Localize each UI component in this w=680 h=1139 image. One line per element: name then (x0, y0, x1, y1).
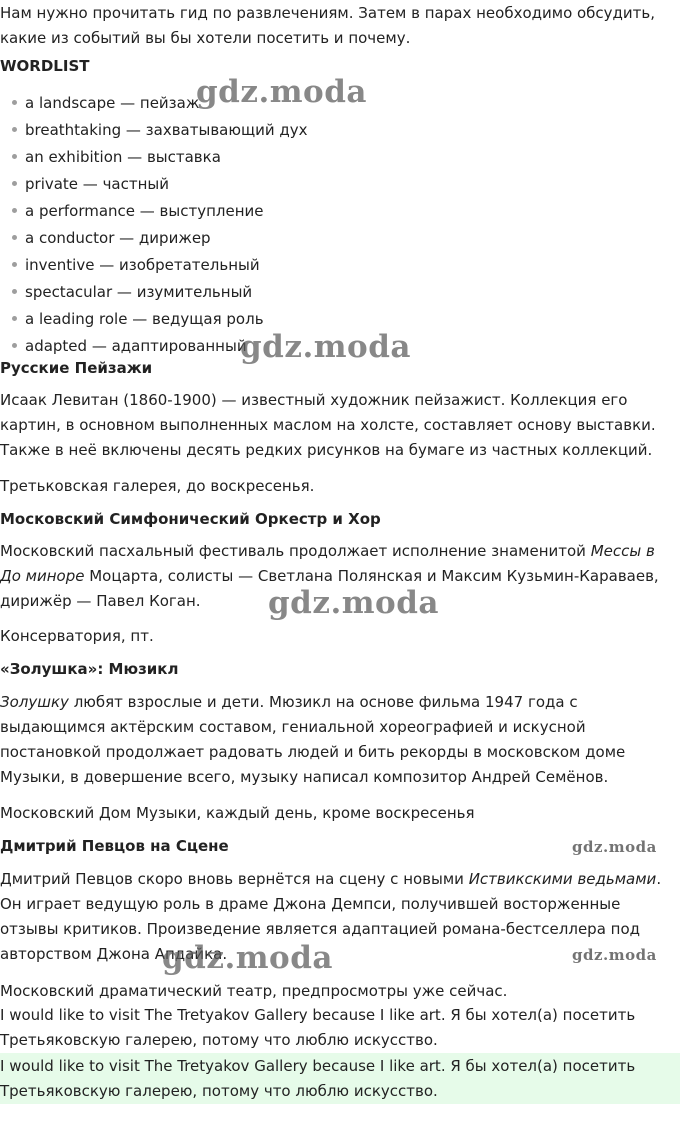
bullet-icon (12, 316, 17, 321)
watermark-logo: gdz.moda (162, 940, 333, 976)
list-item: inventive — изобретательный (12, 255, 260, 275)
answer-highlight-text: I would like to visit The Tretyakov Gallery because I like art. Я бы хотел(а) посетить Третьяковскую галерею, потому что люблю искусство. (0, 1057, 636, 1100)
list-item: a landscape — пейзаж (12, 93, 199, 113)
event-body-pevtsov: Дмитрий Певцов скоро вновь вернётся на сцену с новыми Иствикскими ведьмами. Он играет ведущую роль в драме Джона Демпси, получившей восторженные отзывы критиков. Произведение является адаптацией романа-бестселлера под авторством Джона Апдайка. (0, 870, 662, 963)
list-item: an exhibition — выставка (12, 147, 221, 167)
bullet-icon (12, 343, 17, 348)
watermark-logo: gdz.moda (196, 74, 367, 110)
bullet-icon (12, 127, 17, 132)
bullet-icon (12, 289, 17, 294)
list-item: a leading role — ведущая роль (12, 309, 264, 329)
list-item: private — частный (12, 174, 169, 194)
bullet-icon (12, 181, 17, 186)
event-body-cinderella: Золушку любят взрослые и дети. Мюзикл на основе фильма 1947 года с выдающимся актёрским составом, гениальной хореографией и искусной постановкой продолжает радовать людей и бить рекорды в московском доме Музыки, в довершение всего, музыку написал композитор Андрей Семёнов. (0, 693, 626, 786)
bullet-icon (12, 208, 17, 213)
event-place-landscapes: Третьковская галерея, до воскресенья. (0, 477, 315, 495)
list-item: a performance — выступление (12, 201, 264, 221)
event-title-pevtsov: Дмитрий Певцов на Сцене (0, 837, 229, 855)
list-item: breathtaking — захватывающий дух (12, 120, 308, 140)
watermark-logo: gdz.moda (240, 329, 411, 365)
list-item: a conductor — дирижер (12, 228, 211, 248)
intro-text: Нам нужно прочитать гид по развлечениям. Затем в парах необходимо обсудить, какие из событий вы бы хотели посетить и почему. (0, 4, 656, 47)
bullet-icon (12, 262, 17, 267)
bullet-icon (12, 235, 17, 240)
event-title-cinderella: «Золушка»: Мюзикл (0, 660, 179, 678)
event-place-cinderella: Московский Дом Музыки, каждый день, кроме воскресенья (0, 804, 475, 822)
watermark-logo: gdz.moda (268, 585, 439, 621)
event-place-orchestra: Консерватория, пт. (0, 627, 154, 645)
watermark-logo: gdz.moda (572, 838, 657, 856)
answer-text: I would like to visit The Tretyakov Gallery because I like art. Я бы хотел(а) посетить Третьяковскую галерею, потому что люблю искусство. (0, 1006, 636, 1049)
event-title-landscapes: Русские Пейзажи (0, 359, 153, 377)
answer-highlight-box (0, 1053, 680, 1104)
event-body-orchestra: Московский пасхальный фестиваль продолжает исполнение знаменитой Мессы в До миноре Моцарта, солисты — Светлана Полянская и Максим Кузьмин-Караваев, дирижёр — Павел Коган. (0, 542, 659, 610)
list-item: spectacular — изумительный (12, 282, 252, 302)
event-title-orchestra: Московский Симфонический Оркестр и Хор (0, 510, 381, 528)
bullet-icon (12, 100, 17, 105)
wordlist-title: WORDLIST (0, 57, 90, 75)
event-body-landscapes: Исаак Левитан (1860-1900) — известный художник пейзажист. Коллекция его картин, в основном выполненных маслом на холсте, составляет основу выставки. Также в неё включены десять редких рисунков на бумаге из частных коллекций. (0, 391, 656, 459)
watermark-logo: gdz.moda (572, 946, 657, 964)
bullet-icon (12, 154, 17, 159)
list-item: adapted — адаптированный (12, 336, 247, 356)
event-place-pevtsov: Московский драматический театр, предпросмотры уже сейчас. (0, 982, 508, 1000)
